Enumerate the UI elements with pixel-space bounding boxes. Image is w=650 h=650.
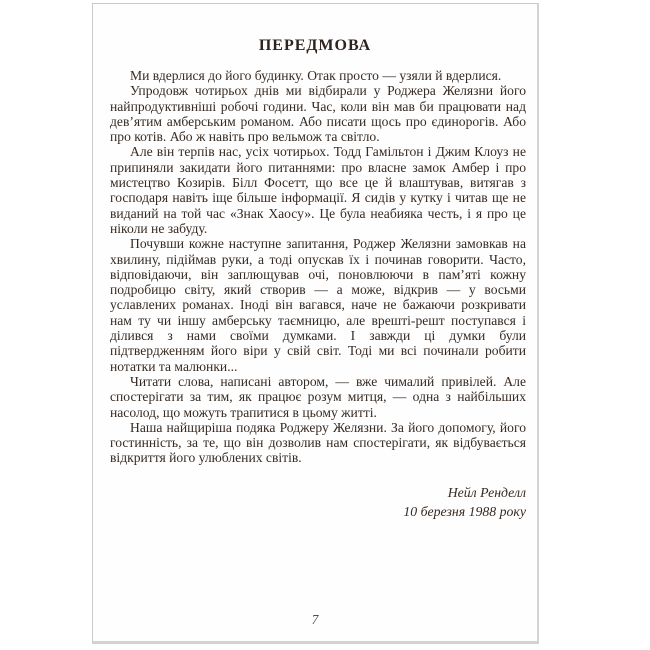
page-number: 7 bbox=[311, 612, 319, 627]
paragraph: Почувши кожне наступне запитання, Роджер Желязни замовкав на хвилину, підіймав руки, а тоді опускав їх і починав говорити. Часто, відповідаючи, він заплющував очі, поновлюючи в пам’яті кожну подробицю світу, який створив — а може, відкрив — у восьми уславлених романах. Іноді він вагався, наче не бажаючи розкривати нам ту чи іншу амберську таємницю, але врешті-решт поступався і ділився з нами своїми думками. І завжди ці думки були підтвердженням його віри у свій світ. Тоді ми всі починали робити нотатки та малюнки... bbox=[110, 236, 526, 374]
paragraph: Упродовж чотирьох днів ми відбирали у Роджера Желязни його найпродуктивніші робочі години. Час, коли він мав би працювати над дев’ятим амберським романом. Або писати щось про єдинорогів. Або про котів. Або ж навіть про вельмож та світло. bbox=[110, 83, 526, 145]
paragraph: Ми вдерлися до його будинку. Отак просто — узяли й вдерлися. bbox=[130, 68, 502, 83]
body-text bbox=[93, 68, 537, 466]
paragraph: Читати слова, написані автором, — вже чималий привілей. Але спостерігати за тим, як працює розум митця, — одна з найбільших насолод, що можуть трапитися в цьому житті. bbox=[110, 373, 526, 420]
paragraph: Наша найщиріша подяка Роджеру Желязни. За його допомогу, його гостинність, за те, що він дозволив нам спостерігати, як відбувається відкриття його улюблених світів. bbox=[110, 419, 526, 466]
signature-date: 10 березня 1988 року bbox=[403, 503, 526, 519]
book-page bbox=[92, 3, 539, 644]
signature-name: Нейл Ренделл bbox=[447, 484, 526, 500]
chapter-title: ПЕРЕДМОВА bbox=[258, 37, 372, 54]
paragraph: Але він терпів нас, усіх чотирьох. Тодд Гамільтон і Джим Клоуз не припиняли закидати його питаннями: про власне замок Амбер і про мистецтво Козирів. Білл Фосетт, що все це й влаштував, витягав з господаря навіть іще більше інформації. Я сидів у кутку і читав ще не виданий на той час «Знак Хаосу». Це була неабияка честь, і я про це ніколи не забуду. bbox=[110, 144, 526, 236]
signature-block bbox=[93, 483, 537, 521]
